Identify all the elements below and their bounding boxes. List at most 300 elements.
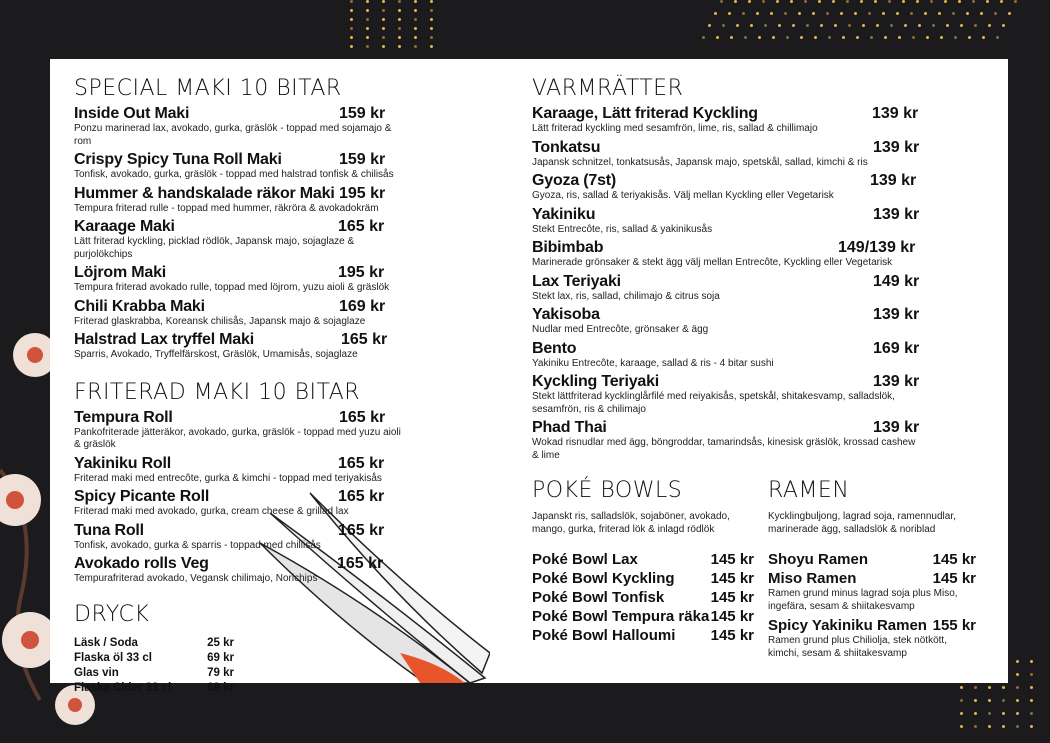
item-description: Tempurafriterad avokado, Vegansk chilimajo, Norichips [74, 573, 318, 584]
gold-dot [748, 0, 751, 3]
drink-item [74, 651, 234, 666]
menu-item [532, 339, 922, 371]
poke-price: 145 kr [710, 551, 754, 568]
poke-name: Poké Bowl Kyckling [532, 570, 675, 587]
item-name: Kyckling Teriyaki [532, 373, 660, 390]
gold-dot [960, 712, 963, 715]
item-name: Lax Teriyaki [532, 272, 621, 290]
gold-dot [350, 45, 353, 48]
gold-dot [714, 12, 717, 15]
poke-price: 145 kr [710, 608, 754, 625]
gold-dot [798, 12, 801, 15]
ramen-description: Ramen grund plus Chiliolja, stek nötkött, kimchi, sesam & shiitakesvamp [768, 635, 947, 659]
gold-dot [828, 36, 831, 39]
item-description: Stekt lättfriterad kycklinglårfilé med reiyakisås, spetskål, shitakesvamp, salladslök, sesamfrön, ris & chilimajo [532, 391, 895, 415]
gold-dot [848, 24, 851, 27]
menu-item [532, 171, 922, 203]
item-price: 159 kr [339, 151, 386, 168]
ramen-item [768, 616, 976, 635]
gold-dot [996, 36, 999, 39]
item-name: Chili Krabba Maki [74, 297, 205, 315]
gold-dot [1030, 725, 1033, 728]
gold-dot [1000, 0, 1003, 3]
gold-dot [430, 45, 433, 48]
item-price: 139 kr [873, 205, 920, 223]
gold-dot [916, 0, 919, 3]
gold-dot [1002, 725, 1005, 728]
ramen-column [768, 478, 976, 663]
gold-dot [804, 0, 807, 3]
menu-item [74, 263, 404, 295]
gold-dot [910, 12, 913, 15]
item-name: Yakiniku [532, 205, 596, 223]
gold-dot [784, 12, 787, 15]
gold-dot [398, 27, 401, 30]
item-name: Karaage Maki [74, 218, 175, 235]
gold-dot [974, 712, 977, 715]
poke-list [532, 550, 754, 645]
ramen-name: Spicy Yakiniku Ramen [768, 617, 927, 634]
item-name: Phad Thai [532, 419, 607, 436]
menu-item [74, 184, 404, 216]
gold-dot [1030, 673, 1033, 676]
item-price: 165 kr [338, 488, 385, 505]
item-description: Marinerade grönsaker & stekt ägg välj mellan Entrecôte, Kyckling eller Vegetarisk [532, 257, 893, 268]
gold-dot [716, 36, 719, 39]
gold-dot [826, 12, 829, 15]
gold-dot [912, 36, 915, 39]
drink-name: Flaska öl 33 cl [74, 651, 152, 664]
poke-item [532, 569, 754, 588]
item-description: Friterad glaskrabba, Koreansk chilisås, Japansk majo & sojaglaze [74, 315, 366, 327]
dryck-list [74, 636, 404, 696]
item-name: Yakisoba [532, 306, 600, 323]
gold-dot [876, 24, 879, 27]
item-price: 195 kr [339, 184, 386, 202]
menu-item [74, 150, 404, 182]
gold-dot [898, 36, 901, 39]
menu-item [74, 104, 404, 148]
gold-dot [702, 36, 705, 39]
item-price: 165 kr [339, 408, 386, 426]
gold-dot [366, 0, 369, 3]
gold-dot [382, 45, 385, 48]
drink-item [74, 681, 234, 696]
gold-dot [1002, 699, 1005, 702]
poke-item [532, 607, 754, 626]
ramen-price: 155 kr [932, 617, 976, 634]
poke-name: Poké Bowl Lax [532, 551, 638, 568]
gold-dot [988, 686, 991, 689]
gold-dot [856, 36, 859, 39]
drink-price: 79 kr [207, 666, 234, 679]
gold-dot [350, 18, 353, 21]
gold-dot [366, 45, 369, 48]
gold-dot [708, 24, 711, 27]
poke-column [532, 478, 754, 645]
item-price: 139 kr [870, 172, 917, 189]
poke-price: 145 kr [710, 627, 754, 644]
item-name: Hummer & handskalade räkor Maki [74, 184, 335, 202]
drink-price: 25 kr [207, 636, 234, 649]
item-name: Crispy Spicy Tuna Roll Maki [74, 151, 282, 168]
gold-dot [944, 0, 947, 3]
drink-item [74, 636, 234, 651]
gold-dot [988, 725, 991, 728]
menu-item [74, 330, 404, 362]
item-price: 139 kr [873, 306, 920, 323]
gold-dot [874, 0, 877, 3]
item-name: Spicy Picante Roll [74, 488, 210, 505]
gold-dot [846, 0, 849, 3]
gold-dot [940, 36, 943, 39]
item-name: Karaage, Lätt friterad Kyckling [532, 105, 758, 122]
gold-dot [806, 24, 809, 27]
menu-item [532, 305, 922, 337]
gold-dot [960, 725, 963, 728]
gold-dot [1002, 24, 1005, 27]
gold-dot [924, 12, 927, 15]
ramen-name: Shoyu Ramen [768, 551, 869, 568]
gold-dot [960, 686, 963, 689]
gold-dot [862, 24, 865, 27]
menu-item [74, 217, 404, 261]
gold-dot [834, 24, 837, 27]
poke-name: Poké Bowl Tonfisk [532, 589, 665, 606]
gold-dot [974, 686, 977, 689]
friterad-maki-list [74, 408, 404, 586]
item-name: Bibimbab [532, 239, 604, 256]
item-description: Tempura friterad avokado rulle, toppad med löjrom, yuzu aioli & gräslök [74, 282, 390, 293]
gold-dot [756, 12, 759, 15]
gold-dot [770, 12, 773, 15]
gold-dot [398, 45, 401, 48]
gold-dot [382, 36, 385, 39]
gold-dot [430, 0, 433, 3]
gold-dot [932, 24, 935, 27]
poke-item [532, 588, 754, 607]
gold-dot [968, 36, 971, 39]
gold-dot [762, 0, 765, 3]
menu-item [532, 205, 922, 237]
gold-dot [414, 27, 417, 30]
gold-dot [890, 24, 893, 27]
item-description: Ponzu marinerad lax, avokado, gurka, gräslök - toppad med sojamajo & rom [74, 123, 392, 147]
item-price: 195 kr [338, 264, 385, 281]
gold-dot [1030, 712, 1033, 715]
gold-dot [786, 36, 789, 39]
section-title-dryck: DRYCK [74, 601, 150, 627]
gold-dot [730, 36, 733, 39]
drink-name: Läsk / Soda [74, 636, 138, 649]
gold-dot [430, 36, 433, 39]
gold-dot [778, 24, 781, 27]
gold-dot [818, 0, 821, 3]
item-price: 165 kr [338, 218, 385, 235]
gold-dot [382, 27, 385, 30]
item-price: 139 kr [873, 419, 920, 436]
gold-dot [868, 12, 871, 15]
gold-dot [840, 12, 843, 15]
gold-dot [366, 9, 369, 12]
gold-dot [994, 12, 997, 15]
drink-name: Flaska Cider 33 cl [74, 681, 172, 694]
gold-dot [758, 36, 761, 39]
item-price: 139 kr [873, 373, 920, 390]
menu-item [74, 487, 404, 519]
gold-dot [988, 712, 991, 715]
section-title-varmratter: VARMRÄTTER [532, 76, 684, 101]
item-name: Gyoza (7st) [532, 172, 617, 189]
section-title-special-maki: SPECIAL MAKI 10 BITAR [74, 76, 342, 101]
item-price: 165 kr [341, 331, 388, 348]
gold-dot [814, 36, 817, 39]
item-name: Inside Out Maki [74, 105, 190, 122]
poke-intro: Japanskt ris, salladslök, sojaböner, avokado, mango, gurka, friterad lök & inlagd rödlök [532, 511, 730, 535]
section-title-poke: POKÉ BOWLS [532, 478, 683, 503]
gold-dot [938, 12, 941, 15]
ramen-item [768, 550, 976, 569]
gold-dot [366, 27, 369, 30]
gold-dot [902, 0, 905, 3]
gold-dot [952, 12, 955, 15]
gold-dot [366, 36, 369, 39]
gold-dots-top [350, 0, 450, 56]
gold-dots-right [720, 0, 1050, 58]
menu-item [532, 238, 922, 270]
gold-dot [1002, 712, 1005, 715]
item-price: 165 kr [338, 454, 385, 472]
gold-dot [982, 36, 985, 39]
gold-dot [988, 699, 991, 702]
poke-item [532, 626, 754, 645]
gold-dot [888, 0, 891, 3]
ramen-price: 145 kr [932, 551, 976, 568]
gold-dot [736, 24, 739, 27]
gold-dot [722, 24, 725, 27]
item-price: 139 kr [873, 138, 920, 156]
item-name: Halstrad Lax tryffel Maki [74, 331, 254, 348]
gold-dot [382, 18, 385, 21]
gold-dot [958, 0, 961, 3]
item-description: Sparris, Avokado, Tryffelfärskost, Gräslök, Umamisås, sojaglaze [74, 349, 358, 360]
drink-item [74, 666, 234, 681]
ramen-name: Miso Ramen [768, 570, 857, 587]
gold-dot [1016, 686, 1019, 689]
gold-dot [414, 36, 417, 39]
gold-dot [350, 0, 353, 3]
gold-dot [960, 699, 963, 702]
varmratter-list [532, 104, 922, 462]
menu-item [532, 372, 922, 416]
gold-dot [1002, 686, 1005, 689]
gold-dot [842, 36, 845, 39]
menu-item [532, 138, 922, 170]
gold-dot [398, 9, 401, 12]
item-description: Lätt friterad kyckling, picklad rödlök, Japansk majo, sojaglaze & purjolökchips [74, 236, 355, 260]
gold-dot [1008, 12, 1011, 15]
gold-dot [742, 12, 745, 15]
gold-dot [790, 0, 793, 3]
gold-dot [980, 12, 983, 15]
gold-dot [350, 27, 353, 30]
item-description: Tonfisk, avokado, gurka, gräslök - toppad med halstrad tonfisk & chilisås [74, 169, 394, 180]
gold-dot [430, 18, 433, 21]
gold-dot [832, 0, 835, 3]
item-description: Nudlar med Entrecôte, grönsaker & ägg [532, 324, 709, 335]
gold-dot [728, 12, 731, 15]
gold-dot [954, 36, 957, 39]
gold-dot [974, 699, 977, 702]
gold-dot [930, 0, 933, 3]
gold-dot [398, 36, 401, 39]
menu-item [532, 272, 922, 304]
ramen-item [768, 569, 976, 588]
item-description: Stekt Entrecôte, ris, sallad & yakinikusås [532, 223, 713, 235]
ramen-intro: Kycklingbuljong, lagrad soja, ramennudlar, marinerade ägg, salladslök & noriblad [768, 511, 956, 535]
gold-dot [398, 18, 401, 21]
item-price: 169 kr [873, 339, 920, 357]
gold-dot [974, 24, 977, 27]
gold-dot [744, 36, 747, 39]
poke-name: Poké Bowl Halloumi [532, 627, 676, 644]
menu-item [74, 521, 404, 553]
gold-dot [1016, 673, 1019, 676]
gold-dot [966, 12, 969, 15]
gold-dot [430, 9, 433, 12]
blossom-flower-icon [0, 474, 41, 526]
item-price: 159 kr [339, 105, 386, 122]
item-description: Stekt lax, ris, sallad, chilimajo & citrus soja [532, 290, 720, 302]
item-name: Tuna Roll [74, 521, 144, 539]
gold-dot [1014, 0, 1017, 3]
gold-dot [398, 0, 401, 3]
item-price: 169 kr [339, 297, 386, 315]
section-title-friterad-maki: FRITERAD MAKI 10 BITAR [74, 379, 361, 405]
poke-item [532, 550, 754, 569]
gold-dot [904, 24, 907, 27]
item-description: Gyoza, ris, sallad & teriyakisås. Välj mellan Kyckling eller Vegetarisk [532, 190, 834, 201]
item-description: Friterad maki med entrecôte, gurka & kimchi - toppad med teriyakisås [74, 472, 382, 484]
poke-price: 145 kr [710, 570, 754, 587]
gold-dot [414, 18, 417, 21]
gold-dot [1016, 660, 1019, 663]
special-maki-list [74, 104, 404, 362]
gold-dot [734, 0, 737, 3]
gold-dot [750, 24, 753, 27]
drink-price: 69 kr [207, 681, 234, 694]
gold-dot [1016, 699, 1019, 702]
drink-price: 69 kr [207, 651, 234, 664]
item-description: Tempura friterad rulle - toppad med hummer, räkröra & avokadokräm [74, 202, 379, 214]
left-column [74, 76, 404, 696]
gold-dot [366, 18, 369, 21]
gold-dot [820, 24, 823, 27]
gold-dot [792, 24, 795, 27]
gold-dot [860, 0, 863, 3]
gold-dot [776, 0, 779, 3]
gold-dot [1030, 686, 1033, 689]
right-column [532, 76, 922, 462]
ramen-list [768, 550, 976, 660]
menu-item [74, 454, 404, 486]
gold-dot [926, 36, 929, 39]
menu-item [74, 554, 404, 586]
gold-dot [764, 24, 767, 27]
gold-dot [896, 12, 899, 15]
gold-dot [812, 12, 815, 15]
gold-dot [882, 12, 885, 15]
gold-dot [382, 0, 385, 3]
item-description: Wokad risnudlar med ägg, böngroddar, tamarindsås, kinesisk gräslök, krossad cashew & lime [532, 437, 916, 461]
menu-item [532, 418, 922, 462]
gold-dot [350, 9, 353, 12]
gold-dot [430, 27, 433, 30]
gold-dot [414, 45, 417, 48]
item-price: 165 kr [337, 555, 384, 572]
item-description: Japansk schnitzel, tonkatsusås, Japansk majo, spetskål, sallad, kimchi & ris [532, 156, 868, 168]
gold-dot [854, 12, 857, 15]
item-price: 149 kr [873, 272, 920, 290]
poke-price: 145 kr [710, 589, 754, 606]
item-name: Löjrom Maki [74, 264, 167, 281]
gold-dot [986, 0, 989, 3]
section-title-ramen: RAMEN [768, 478, 850, 503]
item-description: Lätt friterad kyckling med sesamfrön, lime, ris, sallad & chillimajo [532, 123, 818, 134]
gold-dot [772, 36, 775, 39]
gold-dot [946, 24, 949, 27]
gold-dot [1016, 712, 1019, 715]
gold-dot [918, 24, 921, 27]
menu-item [532, 104, 922, 136]
gold-dot [974, 725, 977, 728]
gold-dot [884, 36, 887, 39]
menu-item [74, 408, 404, 452]
item-name: Yakiniku Roll [74, 454, 171, 472]
item-price: 149/139 kr [838, 239, 916, 256]
gold-dot [988, 24, 991, 27]
menu-item [74, 297, 404, 329]
item-description: Tonfisk, avokado, gurka & sparris - toppad med chillisås [74, 539, 321, 551]
item-price: 165 kr [338, 521, 385, 539]
gold-dot [870, 36, 873, 39]
gold-dot [960, 24, 963, 27]
gold-dot [414, 9, 417, 12]
ramen-description: Ramen grund minus lagrad soja plus Miso, ingefära, sesam & shiitakesvamp [768, 588, 958, 612]
gold-dot [720, 0, 723, 3]
item-price: 139 kr [872, 105, 919, 122]
item-name: Tempura Roll [74, 408, 173, 426]
item-name: Bento [532, 339, 577, 357]
gold-dot [800, 36, 803, 39]
gold-dot [1030, 660, 1033, 663]
poke-name: Poké Bowl Tempura räka [532, 608, 710, 625]
item-description: Yakiniku Entrecôte, karaage, sallad & ris - 4 bitar sushi [532, 357, 774, 369]
item-name: Tonkatsu [532, 138, 601, 156]
gold-dot [414, 0, 417, 3]
item-description: Friterad maki med avokado, gurka, cream cheese & grillad lax [74, 506, 349, 517]
gold-dot [382, 9, 385, 12]
ramen-price: 145 kr [932, 570, 976, 587]
gold-dot [1016, 725, 1019, 728]
drink-name: Glas vin [74, 666, 119, 679]
gold-dot [972, 0, 975, 3]
gold-dot [350, 36, 353, 39]
menu-card [50, 59, 1008, 694]
gold-dot [1030, 699, 1033, 702]
item-description: Pankofriterade jätteräkor, avokado, gurka, gräslök - toppad med yuzu aioli & gräslök [74, 426, 401, 450]
item-name: Avokado rolls Veg [74, 555, 209, 572]
